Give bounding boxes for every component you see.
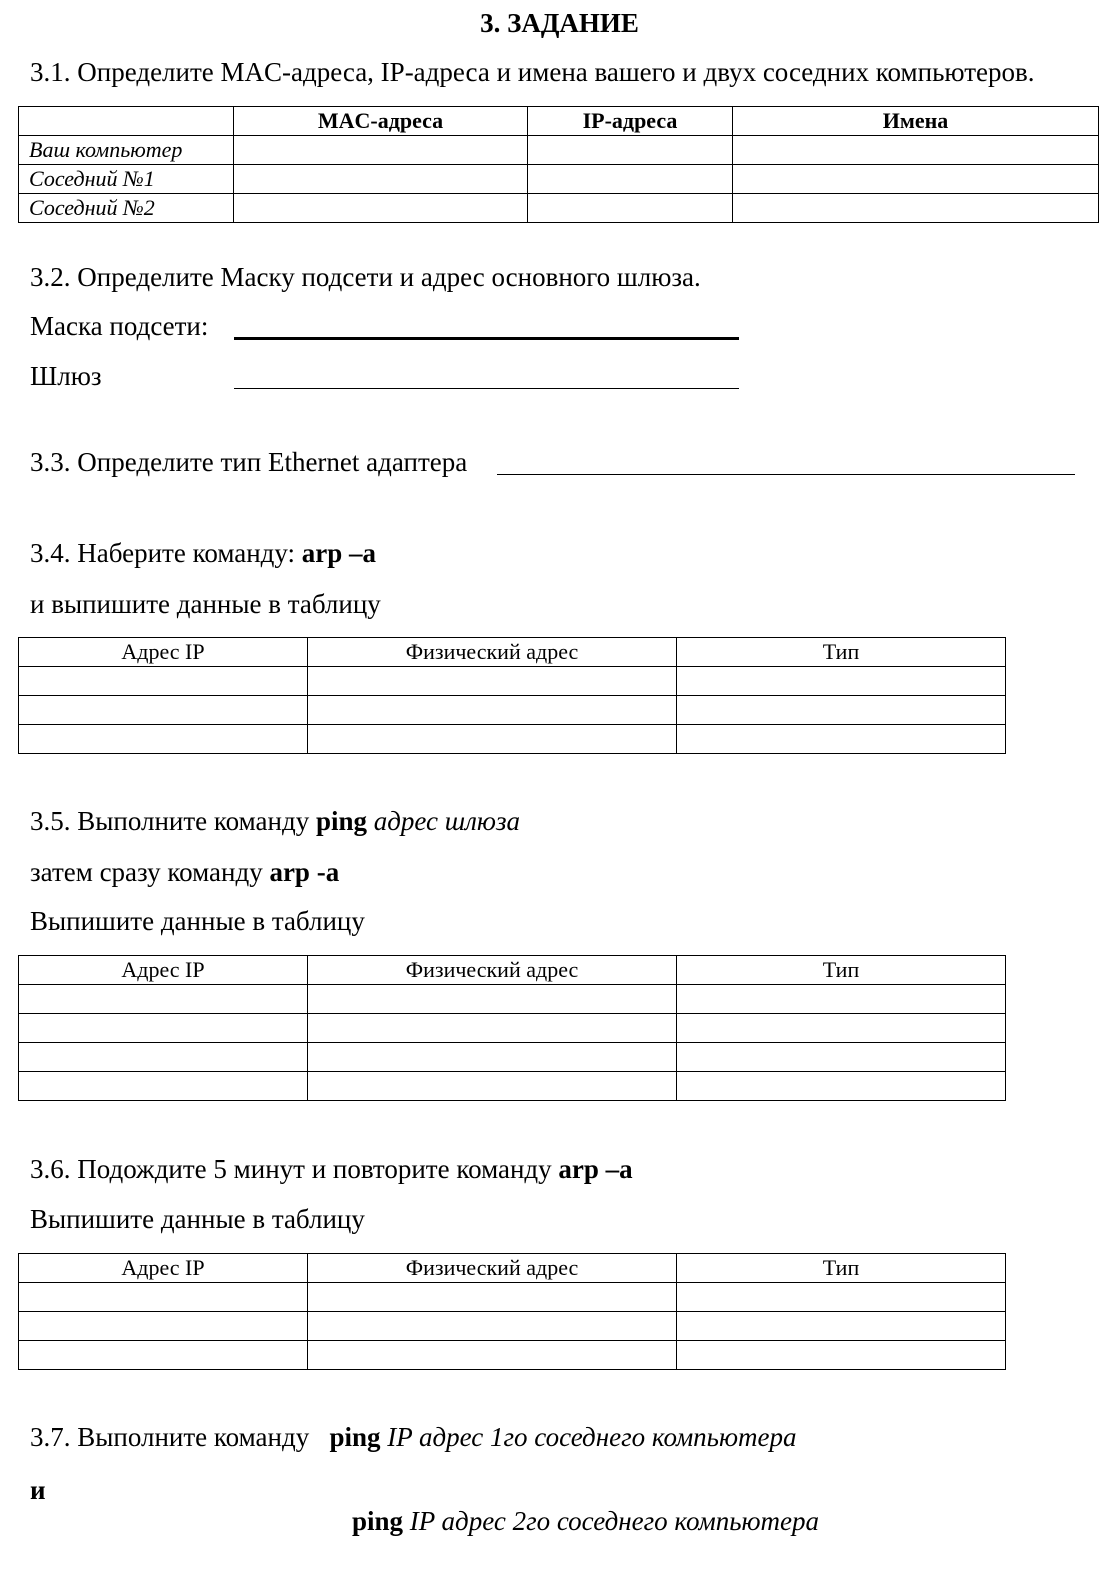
- ip-cell[interactable]: [528, 165, 733, 194]
- type-cell[interactable]: [677, 1014, 1006, 1043]
- table-row: [19, 725, 1006, 754]
- physical-cell[interactable]: [308, 667, 677, 696]
- subnet-mask-field[interactable]: [234, 337, 739, 340]
- mac-cell[interactable]: [234, 165, 528, 194]
- type-cell[interactable]: [677, 725, 1006, 754]
- task-3-4-text: [30, 538, 376, 569]
- task-3-2-text: 3.2. Определите Маску подсети и адрес основного шлюза.: [30, 262, 701, 292]
- task-3-6-text: [30, 1154, 633, 1185]
- table-row: [19, 1341, 1006, 1370]
- physical-cell[interactable]: [308, 985, 677, 1014]
- ip-cell[interactable]: [528, 194, 733, 223]
- physical-cell[interactable]: [308, 696, 677, 725]
- task-3-5-argument: адрес шлюза: [367, 806, 520, 836]
- name-cell[interactable]: [733, 136, 1099, 165]
- physical-cell[interactable]: [308, 725, 677, 754]
- task-3-6-line2: Выпишите данные в таблицу: [30, 1204, 365, 1234]
- ip-cell[interactable]: [19, 1283, 308, 1312]
- type-cell[interactable]: [677, 667, 1006, 696]
- table-row: [19, 165, 1099, 194]
- ip-cell[interactable]: [19, 667, 308, 696]
- task-3-5-pre: 3.5. Выполните команду: [30, 806, 316, 836]
- task-3-4-line2: и выпишите данные в таблицу: [30, 589, 381, 619]
- task-3-7-argument: IP адрес 1го соседнего компьютера: [380, 1422, 797, 1452]
- task-3-7-argument-2: IP адрес 2го соседнего компьютера: [403, 1506, 820, 1536]
- table-row: [19, 985, 1006, 1014]
- table-row: [19, 1043, 1006, 1072]
- task-3-4-command: arp –a: [301, 538, 377, 568]
- task-3-6-command: arp –a: [558, 1154, 633, 1184]
- identity-header-ip: IP-адреса: [528, 107, 733, 136]
- arp-table-2: [18, 955, 1006, 1101]
- type-cell[interactable]: [677, 1043, 1006, 1072]
- table-row: [19, 1283, 1006, 1312]
- ip-cell[interactable]: [19, 1341, 308, 1370]
- mac-cell[interactable]: [234, 136, 528, 165]
- page-title: 3. ЗАДАНИЕ: [480, 8, 639, 38]
- type-cell[interactable]: [677, 696, 1006, 725]
- task-3-5-line3: Выпишите данные в таблицу: [30, 906, 365, 936]
- gateway-field[interactable]: [234, 388, 739, 389]
- physical-cell[interactable]: [308, 1014, 677, 1043]
- identity-table: [18, 106, 1099, 223]
- arp-header-type: Тип: [677, 956, 1006, 985]
- type-cell[interactable]: [677, 1072, 1006, 1101]
- ip-cell[interactable]: [19, 1014, 308, 1043]
- ip-cell[interactable]: [528, 136, 733, 165]
- table-row: [19, 136, 1099, 165]
- table-row: [19, 194, 1099, 223]
- physical-cell[interactable]: [308, 1341, 677, 1370]
- table-row: [19, 667, 1006, 696]
- task-3-5-line2: [30, 857, 339, 888]
- physical-cell[interactable]: [308, 1043, 677, 1072]
- table-row: [19, 696, 1006, 725]
- identity-row-label: Соседний №1: [19, 165, 234, 194]
- ip-cell[interactable]: [19, 725, 308, 754]
- task-3-1-text: 3.1. Определите MAC-адреса, IP-адреса и имена вашего и двух соседних компьютеров.: [30, 57, 1035, 87]
- task-3-7-command-2: ping: [352, 1506, 404, 1536]
- identity-row-label: Соседний №2: [19, 194, 234, 223]
- task-3-7-text: [30, 1422, 796, 1453]
- name-cell[interactable]: [733, 194, 1099, 223]
- arp-header-ip: Адрес IP: [19, 1254, 308, 1283]
- task-3-7-pre: 3.7. Выполните команду: [30, 1422, 330, 1452]
- table-row: [19, 1014, 1006, 1043]
- task-3-7-command: ping: [329, 1422, 381, 1452]
- type-cell[interactable]: [677, 1312, 1006, 1341]
- identity-row-label: Ваш компьютер: [19, 136, 234, 165]
- adapter-type-field[interactable]: [497, 474, 1075, 475]
- mac-cell[interactable]: [234, 194, 528, 223]
- task-3-5-text: [30, 806, 520, 837]
- arp-table-3: [18, 1253, 1006, 1370]
- identity-header-names: Имена: [733, 107, 1099, 136]
- physical-cell[interactable]: [308, 1312, 677, 1341]
- task-3-3-text: 3.3. Определите тип Ethernet адаптера: [30, 447, 468, 477]
- arp-header-physical: Физический адрес: [308, 1254, 677, 1283]
- table-row: [19, 1312, 1006, 1341]
- type-cell[interactable]: [677, 1283, 1006, 1312]
- type-cell[interactable]: [677, 985, 1006, 1014]
- arp-header-physical: Физический адрес: [308, 956, 677, 985]
- ip-cell[interactable]: [19, 985, 308, 1014]
- arp-header-type: Тип: [677, 1254, 1006, 1283]
- ip-cell[interactable]: [19, 1043, 308, 1072]
- task-3-5-line2-pre: затем сразу команду: [30, 857, 270, 887]
- identity-header-empty: [19, 107, 234, 136]
- arp-table-1: [18, 637, 1006, 754]
- subnet-mask-label: Маска подсети:: [30, 311, 209, 341]
- arp-header-ip: Адрес IP: [19, 956, 308, 985]
- arp-header-physical: Физический адрес: [308, 638, 677, 667]
- ip-cell[interactable]: [19, 1312, 308, 1341]
- physical-cell[interactable]: [308, 1072, 677, 1101]
- table-row: [19, 1072, 1006, 1101]
- task-3-4-pre: 3.4. Наберите команду:: [30, 538, 302, 568]
- physical-cell[interactable]: [308, 1283, 677, 1312]
- task-3-7-and: и: [30, 1475, 46, 1505]
- identity-header-mac: MAC-адреса: [234, 107, 528, 136]
- gateway-label: Шлюз: [30, 361, 102, 391]
- arp-header-ip: Адрес IP: [19, 638, 308, 667]
- task-3-5-line2-command: arp -a: [269, 857, 340, 887]
- task-3-5-command: ping: [315, 806, 367, 836]
- arp-header-type: Тип: [677, 638, 1006, 667]
- task-3-6-pre: 3.6. Подождите 5 минут и повторите команду: [30, 1154, 559, 1184]
- name-cell[interactable]: [733, 165, 1099, 194]
- task-3-7-line2: [352, 1506, 819, 1537]
- type-cell[interactable]: [677, 1341, 1006, 1370]
- ip-cell[interactable]: [19, 1072, 308, 1101]
- ip-cell[interactable]: [19, 696, 308, 725]
